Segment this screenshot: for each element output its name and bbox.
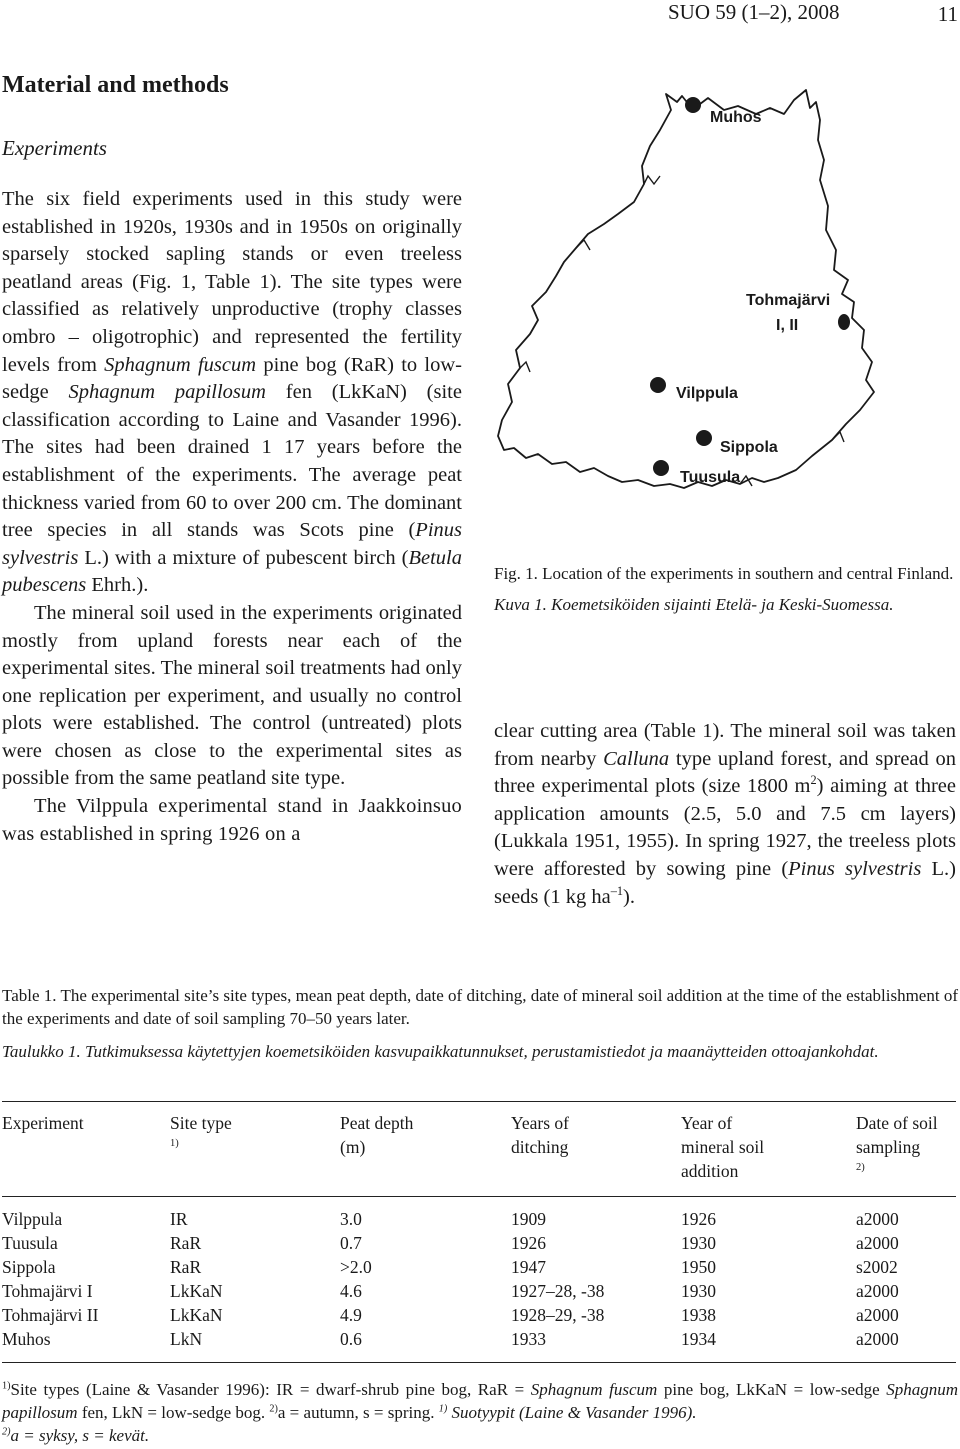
table-caption-english: Table 1. The experimental site’s site types, mean peat depth, date of ditching, date of mineral soil addition at the time of the establishment of the experiments and date of soil sampling 70–50 years later. — [2, 986, 958, 1028]
label-sippola: Sippola — [720, 439, 778, 456]
label-tohmajarvi: Tohmajärvi — [746, 292, 831, 309]
header-peat-depth: Peat depth (m) — [340, 1113, 414, 1157]
table-row — [2, 1207, 958, 1231]
cell-site-type: RaR — [170, 1233, 202, 1253]
cell-sampling: a2000 — [856, 1233, 899, 1253]
cell-site-type: RaR — [170, 1257, 202, 1277]
label-tuusula: Tuusula — [680, 469, 741, 486]
cell-peat-depth: 3.0 — [340, 1209, 362, 1229]
right-column — [494, 718, 956, 911]
marker-vilppula — [650, 377, 666, 393]
left-column — [2, 186, 462, 848]
label-tohmajarvi-numbers: I, II — [776, 317, 799, 334]
section-title: Material and methods — [2, 72, 229, 98]
table-footnote: $^{1)}$Site types (Laine & Vasander 1996): IR = dwarf-shrub pine bog, RaR = Sphagnum fuscum pine bog, LkKaN = low-sedge Sphagnum papillosum fen, LkN = low-sedge bog. $^{2)}$a = autumn, s = spring. $^{1)}$ Suotyypit (Laine & Vasander 1996). $^{2)}$a = syksy, s = kevät. — [2, 1380, 958, 1445]
table-row — [2, 1303, 958, 1327]
cell-sampling: a2000 — [856, 1329, 899, 1349]
table-caption-finnish: Taulukko 1. Tutkimuksessa käytettyjen koemetsiköiden kasvupaikkatunnukset, perustamistiedot ja maanäytteiden ottoajankohdat. — [2, 1042, 879, 1061]
subsection-title: Experiments — [2, 136, 107, 160]
page-number: 11 — [937, 2, 958, 26]
cell-peat-depth: 0.7 — [340, 1233, 362, 1253]
marker-tuusula — [653, 460, 669, 476]
header-years-of-ditching: Years of ditching — [511, 1113, 570, 1157]
cell-experiment: Muhos — [2, 1329, 51, 1349]
cell-ditching: 1926 — [511, 1233, 546, 1253]
label-vilppula: Vilppula — [676, 385, 738, 402]
cell-ditching: 1947 — [511, 1257, 546, 1277]
cell-peat-depth: 0.6 — [340, 1329, 362, 1349]
table-bottom-rule — [2, 1362, 956, 1363]
cell-peat-depth: 4.6 — [340, 1281, 362, 1301]
cell-ditching: 1909 — [511, 1209, 546, 1229]
cell-addition: 1926 — [681, 1209, 716, 1229]
cell-addition: 1930 — [681, 1281, 716, 1301]
journal-citation: SUO 59 (1–2), 2008 — [668, 0, 840, 24]
table-top-rule — [2, 1101, 956, 1102]
header-site-type: Site type $^{1)}$ — [170, 1113, 232, 1150]
table-row — [2, 1279, 958, 1303]
header-date-of-sampling: Date of soil sampling $^{2)}$ — [856, 1113, 938, 1174]
header-year-of-addition: Year of mineral soil addition — [681, 1113, 765, 1181]
cell-experiment: Vilppula — [2, 1209, 63, 1229]
cell-addition: 1930 — [681, 1233, 716, 1253]
paragraph-vilppula: The Vilppula experimental stand in Jaakkoinsuo was established in spring 1926 on a — [2, 795, 462, 845]
cell-ditching: 1928–29, -38 — [511, 1305, 605, 1325]
figure-caption-finnish: Kuva 1. Koemetsiköiden sijainti Etelä- ja Keski-Suomessa. — [494, 595, 894, 614]
cell-site-type: LkN — [170, 1329, 203, 1349]
cell-addition: 1938 — [681, 1305, 716, 1325]
paragraph-mineral-soil: The mineral soil used in the experiments originated mostly from upland forests near each of the experimental sites. The mineral soil treatments had only one replication per experiment, and usually no control plots were established. The control (untreated) plots were chosen as close to the experimental sites as possible from the same peatland site type. — [2, 601, 462, 790]
cell-sampling: a2000 — [856, 1281, 899, 1301]
table-header-rule — [2, 1196, 956, 1197]
table-row — [2, 1255, 958, 1279]
cell-site-type: LkKaN — [170, 1305, 223, 1325]
table-caption — [2, 984, 958, 1063]
cell-experiment: Sippola — [2, 1257, 56, 1277]
cell-site-type: IR — [170, 1209, 188, 1229]
figure-caption-english: Fig. 1. Location of the experiments in southern and central Finland. — [494, 564, 954, 583]
marker-sippola — [696, 430, 712, 446]
cell-ditching: 1933 — [511, 1329, 546, 1349]
cell-peat-depth: 4.9 — [340, 1305, 362, 1325]
paragraph-site-description: The six field experiments used in this study were established in 1920s, 1930s and in 1950s on originally sparsely stocked sapling stands or even treeless peatland areas (Fig. 1, Table 1). The site types were classified as relatively unproductive (trophy classes ombro – oligotrophic) and represented the fertility levels from Sphagnum fuscum pine bog (RaR) to low-sedge Sphagnum papillosum fen (LkKaN) (site classification according to Laine and Vasander 1996). The sites had been drained 1 17 years before the establishment of the experiments. The average peat thickness varied from 60 to over 200 cm. The dominant tree species in all stands was Scots pine (Pinus sylvestris L.) with a mixture of pubescent birch (Betula pubescens Ehrh.). — [2, 188, 462, 597]
header-experiment: Experiment — [2, 1113, 84, 1133]
location-map — [494, 80, 960, 550]
cell-sampling: a2000 — [856, 1209, 899, 1229]
cell-site-type: LkKaN — [170, 1281, 223, 1301]
cell-sampling: a2000 — [856, 1305, 899, 1325]
cell-experiment: Tuusula — [2, 1233, 58, 1253]
marker-tohmajarvi — [838, 314, 850, 330]
label-muhos: Muhos — [710, 109, 762, 126]
cell-sampling: s2002 — [856, 1257, 898, 1277]
cell-addition: 1950 — [681, 1257, 716, 1277]
paragraph-clear-cutting: clear cutting area (Table 1). The mineral soil was taken from nearby Calluna type upland forest, and spread on three experimental plots (size 1800 $m^2$) aiming at three application amounts (2.5, 5.0 and 7.5 cm layers) (Lukkala 1951, 1955). In spring 1927, the treeless plots were afforested by sowing pine (Pinus sylvestris L.) seeds (1 kg $ha^{-1}$). — [494, 720, 956, 908]
cell-ditching: 1927–28, -38 — [511, 1281, 605, 1301]
table-row — [2, 1231, 958, 1255]
cell-experiment: Tohmajärvi I — [2, 1281, 93, 1301]
finland-outline-map — [494, 80, 960, 550]
table-row — [2, 1327, 958, 1351]
marker-muhos — [685, 97, 701, 113]
cell-addition: 1934 — [681, 1329, 716, 1349]
figure-caption — [494, 562, 960, 616]
cell-peat-depth: >2.0 — [340, 1257, 372, 1277]
cell-experiment: Tohmajärvi II — [2, 1305, 99, 1325]
table-body — [2, 1207, 958, 1351]
finland-border — [498, 90, 874, 488]
